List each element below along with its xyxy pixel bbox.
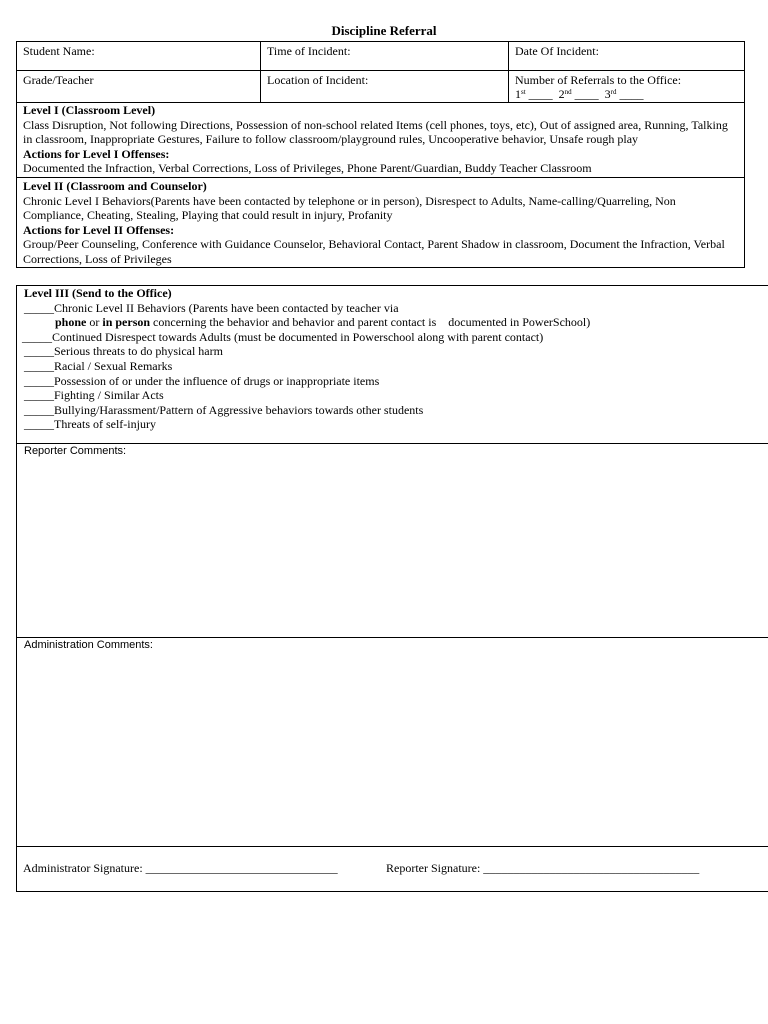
level-3-item[interactable]: _____Serious threats to do physical harm [24,344,223,359]
administrator-signature-line[interactable]: Administrator Signature: ________________________________ [23,861,338,875]
level-3-heading: Level III (Send to the Office) [24,286,172,300]
level-1-heading: Level I (Classroom Level) [23,103,156,117]
reporter-comments-label: Reporter Comments: [24,445,127,457]
date-of-incident-label: Date Of Incident: [515,44,599,58]
level-2-actions-heading: Actions for Level II Offenses: [23,222,175,237]
level-1-actions: Documented the Infraction, Verbal Corrections, Loss of Privileges, Phone Parent/Guardian, Buddy Teacher Classroom [23,161,592,176]
student-name-label: Student Name: [23,44,95,58]
date-of-incident-field[interactable] [509,42,744,61]
form-title: Discipline Referral [331,23,437,38]
referral-1-blank[interactable]: ____ [528,87,553,101]
reporter-comments-field[interactable] [24,444,768,459]
level-3-item[interactable]: _____Continued Disrespect towards Adults (must be documented in Powerschool along with parent contact) [22,329,544,344]
time-of-incident-field[interactable] [261,42,508,61]
administration-comments-field[interactable] [24,638,768,653]
level-2-section [23,179,738,267]
referral-count-options: 1st ____ 2nd ____ 3rd ____ [515,87,644,101]
header-table [16,41,745,103]
level-2-offenses: Chronic Level I Behaviors(Parents have been contacted by telephone or in person), Disrespect to Adults, Name-calling/Quarreling, Non Compliance, Cheating, Stealing, Playing that could result in injury, Profanity [23,193,676,223]
time-of-incident-label: Time of Incident: [267,44,351,58]
referral-2-blank[interactable]: ____ [574,87,599,101]
location-of-incident-field[interactable] [261,71,508,90]
level-2-actions: Group/Peer Counseling, Conference with Guidance Counselor, Behavioral Contact, Parent Shadow in classroom, Document the Infraction, Verbal Corrections, Loss of Privileges [23,237,725,266]
number-of-referrals-field[interactable] [509,71,744,103]
level-3-section [24,286,768,432]
level-1-section [23,103,738,176]
level-1-actions-heading: Actions for Level I Offenses: [23,146,170,161]
level-3-item-chronic-cont: phone or in person concerning the behavior and behavior and parent contact is documented in PowerSchool) [55,315,591,330]
level-2-heading: Level II (Classroom and Counselor) [23,179,207,193]
student-name-field[interactable] [17,42,260,61]
level-3-item[interactable]: _____Fighting / Similar Acts [24,388,164,403]
administration-comments-label: Administration Comments: [24,639,153,651]
number-of-referrals-label: Number of Referrals to the Office: [515,73,682,87]
level-1-offenses: Class Disruption, Not following Directions, Possession of non-school related Items (cell phones, toys, etc), Out of assigned area, Running, Talking in classroom, Inappropriate Gestures, Failure to follow classroom/playground rules, Uncooperative behavior, Unsafe rough play [23,117,728,147]
grade-teacher-field[interactable] [17,71,260,90]
levels-1-2-box [16,102,745,268]
location-of-incident-label: Location of Incident: [267,73,369,87]
level-3-item-chronic[interactable]: _____Chronic Level II Behaviors (Parents have been contacted by teacher via [24,300,399,315]
referral-3-blank[interactable]: ____ [619,87,644,101]
level-3-box [16,285,768,892]
grade-teacher-label: Grade/Teacher [23,73,94,87]
level-3-item[interactable]: _____Possession of or under the influence of drugs or inappropriate items [24,373,380,388]
level-3-item[interactable]: _____Threats of self-injury [24,417,156,432]
level-3-item[interactable]: _____Racial / Sexual Remarks [24,358,173,373]
level-3-item[interactable]: _____Bullying/Harassment/Pattern of Aggressive behaviors towards other students [24,402,424,417]
reporter-signature-line[interactable]: Reporter Signature: ____________________________________ [386,861,700,875]
